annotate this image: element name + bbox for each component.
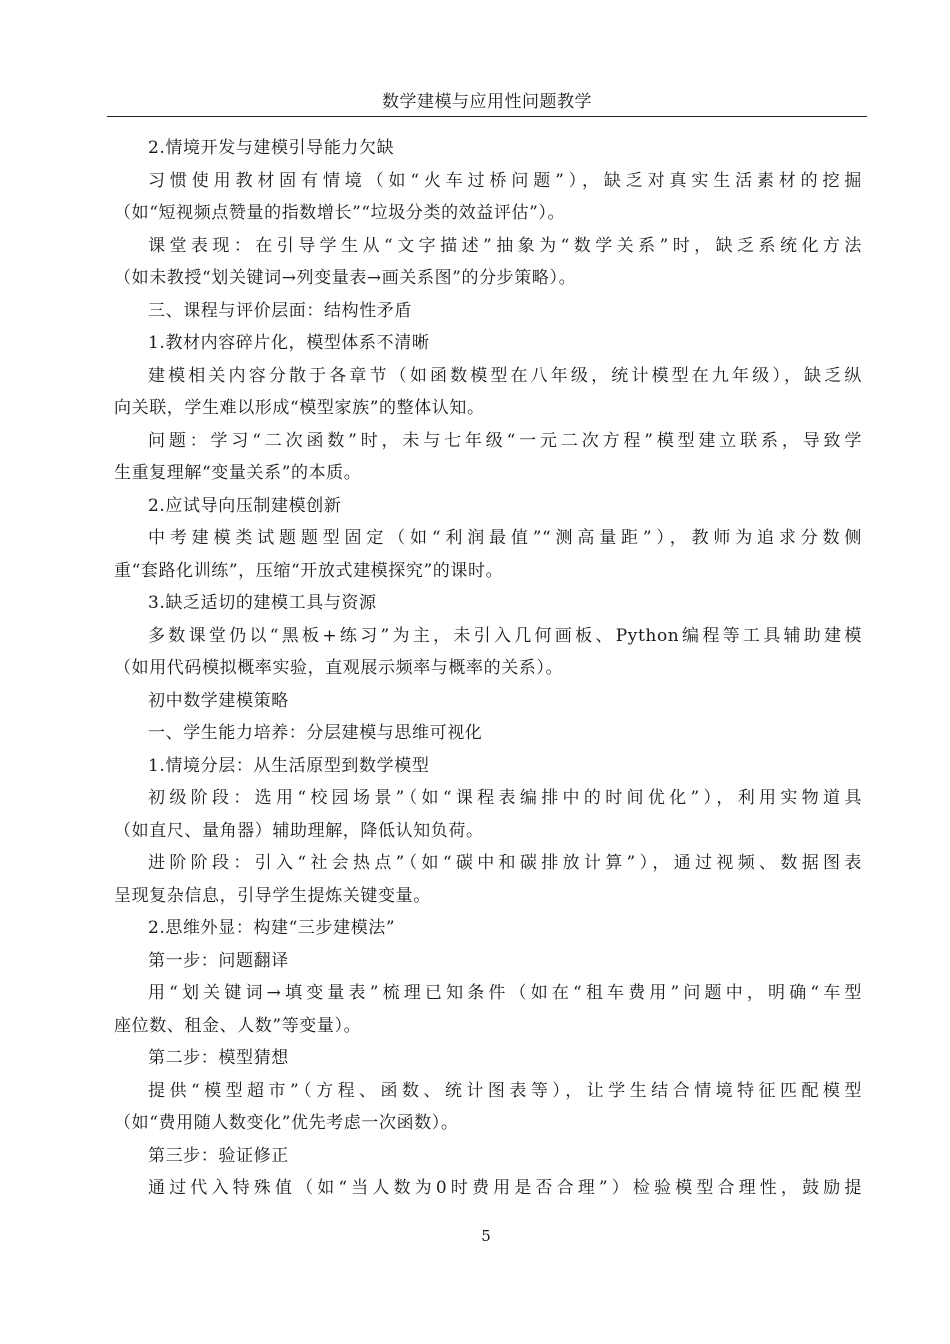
text-line: 呈现复杂信息，引导学生提炼关键变量。 — [114, 885, 431, 906]
text-line: 建模相关内容分散于各章节（如函数模型在八年级，统计模型在九年级），缺乏纵 — [148, 365, 862, 386]
text-line: 2.应试导向压制建模创新 — [148, 495, 342, 516]
text-line: 3.缺乏适切的建模工具与资源 — [148, 593, 377, 613]
text-line: （如未教授“划关键词→列变量表→画关系图”的分步策略）。 — [114, 268, 577, 288]
text-line: （如用代码模拟概率实验，直观展示频率与概率的关系）。 — [114, 658, 564, 678]
text-line: （如直尺、量角器）辅助理解，降低认知负荷。 — [114, 820, 484, 841]
text-line: 习惯使用教材固有情境（如“火车过桥问题”），缺乏对真实生活素材的挖掘 — [148, 170, 862, 191]
text-line: 第一步：问题翻译 — [148, 950, 289, 971]
text-line: 第二步：模型猜想 — [148, 1048, 289, 1068]
text-line: 重“套路化训练”，压缩“开放式建模探究”的课时。 — [114, 560, 504, 581]
text-line: 座位数、租金、人数”等变量）。 — [114, 1015, 362, 1036]
text-line: 问题：学习“二次函数”时，未与七年级“一元二次方程”模型建立联系，导致学 — [148, 430, 862, 451]
text-line: 生重复理解“变量关系”的本质。 — [114, 463, 362, 483]
text-line: 第三步：验证修正 — [148, 1145, 289, 1166]
text-line: 一、学生能力培养：分层建模与思维可视化 — [148, 723, 483, 743]
text-line: 提供“模型超市”（方程、函数、统计图表等），让学生结合情境特征匹配模型 — [148, 1080, 862, 1101]
text-line: （如“费用随人数变化”优先考虑一次函数）。 — [114, 1113, 459, 1133]
text-line: 三、课程与评价层面：结构性矛盾 — [148, 300, 412, 321]
text-line: 进阶阶段：引入“社会热点”（如“碳中和碳排放计算”），通过视频、数据图表 — [148, 853, 862, 873]
text-line: 用“划关键词→填变量表”梳理已知条件（如在“租车费用”问题中，明确“车型 — [148, 983, 862, 1003]
text-line: 向关联，学生难以形成“模型家族”的整体认知。 — [114, 398, 485, 418]
text-line: 2.情境开发与建模引导能力欠缺 — [148, 138, 395, 158]
running-header: 数学建模与应用性问题教学 — [382, 92, 592, 112]
text-line: 通过代入特殊值（如“当人数为0时费用是否合理”）检验模型合理性，鼓励提 — [148, 1178, 862, 1198]
text-line: 1.教材内容碎片化，模型体系不清晰 — [148, 333, 430, 353]
text-line: 1.情境分层：从生活原型到数学模型 — [148, 755, 430, 776]
header-divider — [107, 116, 867, 117]
text-line: （如“短视频点赞量的指数增长”“垃圾分类的效益评估”）。 — [114, 203, 566, 223]
text-line: 初中数学建模策略 — [148, 690, 289, 711]
text-line: 2.思维外显：构建“三步建模法” — [148, 918, 396, 938]
text-line: 多数课堂仍以“黑板+练习”为主，未引入几何画板、Python编程等工具辅助建模 — [148, 625, 862, 646]
text-line: 初级阶段：选用“校园场景”（如“课程表编排中的时间优化”），利用实物道具 — [148, 788, 862, 808]
text-line: 课堂表现：在引导学生从“文字描述”抽象为“数学关系”时，缺乏系统化方法 — [148, 235, 862, 256]
body-text — [114, 132, 862, 1205]
text-line: 中考建模类试题题型固定（如“利润最值”“测高量距”），教师为追求分数侧 — [148, 528, 862, 548]
page-number: 5 — [481, 1227, 491, 1245]
